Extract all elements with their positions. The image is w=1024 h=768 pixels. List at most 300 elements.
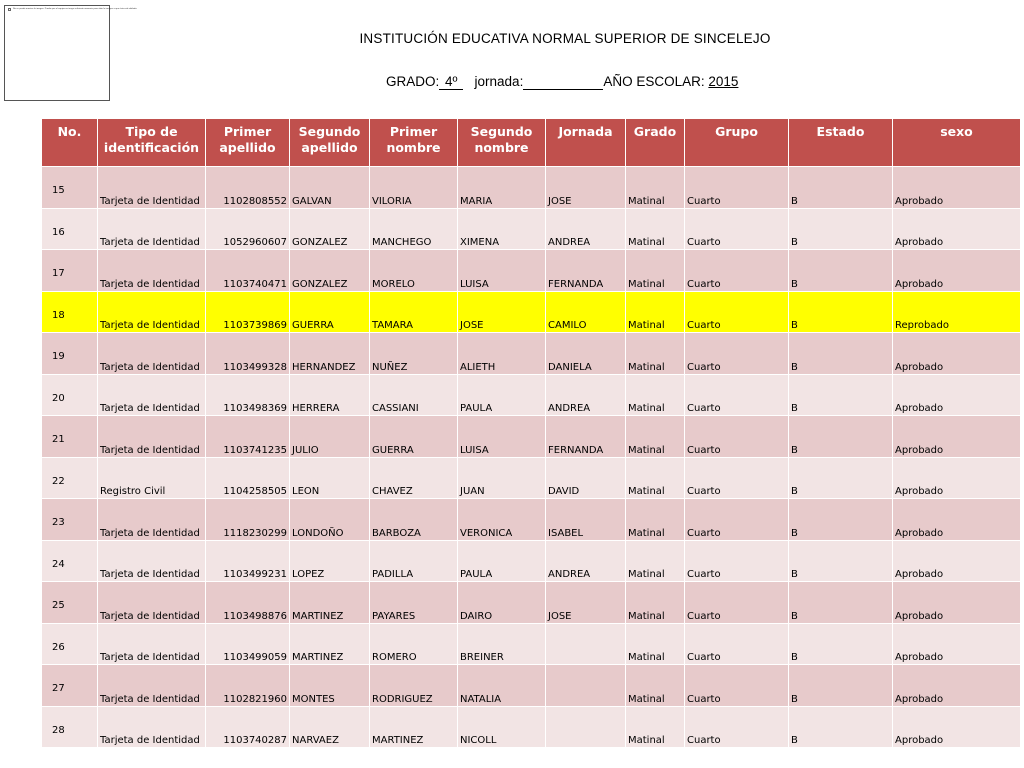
id-number: 1103741235 [223, 444, 287, 456]
id-type-cell [98, 291, 206, 333]
grade-cell [685, 623, 789, 665]
second-surname-cell [370, 706, 458, 748]
second-name: ANDREA [548, 237, 591, 248]
id-type: Tarjeta de Identidad [100, 527, 200, 539]
second-surname: CHAVEZ [372, 486, 413, 497]
page-title: INSTITUCIÓN EDUCATIVA NORMAL SUPERIOR DE SINCELEJO [359, 31, 771, 46]
first-name: NICOLL [460, 735, 497, 746]
id-type: Tarjeta de Identidad [100, 610, 200, 622]
first-surname-cell [290, 623, 370, 665]
second-surname: TAMARA [372, 320, 414, 331]
first-name: LUISA [460, 444, 489, 456]
logo-caption: No se puede mostrar la imagen. Puede que el equipo no tenga suficiente memoria para abrir la imagen o que ésta esté dañada. [13, 8, 138, 10]
first-name-cell [458, 291, 546, 333]
second-name: DAVID [548, 486, 580, 497]
second-name: JOSE [548, 195, 572, 207]
row-number-cell [42, 333, 98, 375]
grade-cell [685, 457, 789, 499]
column-header: Primer nombre [370, 119, 458, 167]
column-header: Jornada [546, 119, 626, 167]
grade-cell [685, 540, 789, 582]
id-number: 1103499328 [223, 361, 287, 373]
first-name: NATALIA [460, 693, 502, 705]
second-name-cell [546, 250, 626, 292]
id-number: 1103739869 [223, 320, 287, 331]
table-row [42, 208, 1021, 250]
group: B [791, 693, 798, 705]
grade-cell [685, 665, 789, 707]
row-number-cell [42, 665, 98, 707]
status-cell [893, 374, 1021, 416]
first-name-cell [458, 333, 546, 375]
id-type-cell [98, 540, 206, 582]
id-number-cell [206, 167, 290, 209]
first-surname-cell [290, 374, 370, 416]
id-number-cell [206, 457, 290, 499]
first-surname-cell [290, 291, 370, 333]
row-number: 20 [52, 392, 65, 404]
id-type-cell [98, 706, 206, 748]
id-number: 1118230299 [223, 527, 287, 539]
second-name-cell [546, 333, 626, 375]
row-number-cell [42, 540, 98, 582]
shift: Matinal [628, 403, 665, 414]
row-number: 16 [52, 226, 65, 238]
group: B [791, 237, 798, 248]
id-number-cell [206, 250, 290, 292]
status: Aprobado [895, 361, 944, 373]
grade: Cuarto [687, 652, 721, 663]
shift: Matinal [628, 195, 665, 207]
status: Aprobado [895, 486, 944, 497]
table-row [42, 457, 1021, 499]
group-cell [789, 333, 893, 375]
grade: Cuarto [687, 486, 721, 497]
group: B [791, 320, 798, 331]
first-name-cell [458, 540, 546, 582]
status-cell [893, 416, 1021, 458]
row-number: 21 [52, 434, 65, 445]
first-name-cell [458, 167, 546, 209]
shift: Matinal [628, 278, 665, 290]
students-table [41, 118, 1021, 748]
id-type-cell [98, 416, 206, 458]
second-surname: ROMERO [372, 652, 417, 663]
group: B [791, 195, 798, 207]
row-number-cell [42, 208, 98, 250]
first-name: JUAN [460, 486, 485, 497]
first-surname-cell [290, 665, 370, 707]
group-cell [789, 706, 893, 748]
row-number: 25 [52, 600, 65, 611]
first-name: PAULA [460, 403, 493, 414]
status-cell [893, 540, 1021, 582]
second-surname-cell [370, 665, 458, 707]
first-name: JOSE [460, 320, 484, 331]
first-surname-cell [290, 499, 370, 541]
second-name-cell [546, 457, 626, 499]
status: Reprobado [895, 320, 949, 331]
id-type-cell [98, 167, 206, 209]
id-type-cell [98, 250, 206, 292]
table-row [42, 250, 1021, 292]
second-name-cell [546, 540, 626, 582]
first-surname: JULIO [292, 444, 319, 456]
first-surname-cell [290, 167, 370, 209]
shift-cell [626, 250, 685, 292]
id-type: Tarjeta de Identidad [100, 652, 200, 663]
id-type-cell [98, 665, 206, 707]
first-surname-cell [290, 250, 370, 292]
row-number-cell [42, 291, 98, 333]
first-name-cell [458, 208, 546, 250]
status-cell [893, 457, 1021, 499]
second-name: CAMILO [548, 320, 587, 331]
shift: Matinal [628, 361, 665, 373]
second-name-cell [546, 416, 626, 458]
status: Aprobado [895, 444, 944, 456]
second-surname-cell [370, 416, 458, 458]
status-cell [893, 167, 1021, 209]
second-surname: GUERRA [372, 444, 414, 456]
row-number: 15 [52, 185, 65, 196]
first-surname: NARVAEZ [292, 735, 339, 746]
column-header: No. [42, 119, 98, 167]
shift-cell [626, 208, 685, 250]
id-type-cell [98, 499, 206, 541]
second-name-cell [546, 665, 626, 707]
id-type: Tarjeta de Identidad [100, 320, 200, 331]
group-cell [789, 167, 893, 209]
second-name-cell [546, 208, 626, 250]
shift: Matinal [628, 527, 665, 539]
id-number-cell [206, 208, 290, 250]
shift-cell [626, 291, 685, 333]
first-name-cell [458, 457, 546, 499]
id-type-cell [98, 208, 206, 250]
grade-cell [685, 208, 789, 250]
second-name-cell [546, 374, 626, 416]
first-surname: MONTES [292, 693, 335, 705]
status-cell [893, 706, 1021, 748]
id-number: 1102821960 [223, 693, 287, 705]
group-cell [789, 291, 893, 333]
status: Aprobado [895, 652, 944, 663]
grade-cell [685, 582, 789, 624]
second-name: ANDREA [548, 403, 591, 414]
grade-cell [685, 333, 789, 375]
shift-cell [626, 665, 685, 707]
shift-cell [626, 374, 685, 416]
status: Aprobado [895, 610, 944, 622]
row-number: 22 [52, 475, 65, 487]
column-header: Primer apellido [206, 119, 290, 167]
table-row [42, 706, 1021, 748]
jornada-blank [523, 74, 603, 90]
group-cell [789, 499, 893, 541]
id-number-cell [206, 623, 290, 665]
table-header-row [42, 119, 1021, 167]
group-cell [789, 623, 893, 665]
id-number: 1052960607 [223, 237, 287, 248]
table-row [42, 374, 1021, 416]
grado-value: 4º [439, 74, 463, 90]
shift-cell [626, 499, 685, 541]
id-number: 1103740471 [223, 278, 287, 290]
status-cell [893, 623, 1021, 665]
first-surname: HERRERA [292, 403, 340, 414]
id-type: Tarjeta de Identidad [100, 361, 200, 373]
shift: Matinal [628, 735, 665, 746]
first-surname-cell [290, 416, 370, 458]
table-row [42, 623, 1021, 665]
group: B [791, 652, 798, 663]
grade: Cuarto [687, 693, 721, 705]
second-name-cell [546, 167, 626, 209]
group: B [791, 569, 798, 580]
second-surname-cell [370, 333, 458, 375]
group: B [791, 527, 798, 539]
id-type-cell [98, 582, 206, 624]
second-surname-cell [370, 374, 458, 416]
second-name-cell [546, 291, 626, 333]
table-body [42, 167, 1021, 748]
id-number-cell [206, 665, 290, 707]
table-row [42, 416, 1021, 458]
second-surname-cell [370, 291, 458, 333]
grade-cell [685, 167, 789, 209]
second-surname: MORELO [372, 278, 415, 290]
second-surname: NUÑEZ [372, 361, 408, 373]
id-type: Tarjeta de Identidad [100, 569, 200, 580]
group-cell [789, 374, 893, 416]
broken-logo-image [4, 5, 138, 101]
row-number-cell [42, 582, 98, 624]
first-surname: MARTINEZ [292, 610, 344, 622]
second-name-cell [546, 706, 626, 748]
row-number: 28 [52, 724, 65, 736]
id-type-cell [98, 333, 206, 375]
first-surname: LOPEZ [292, 569, 325, 580]
shift-cell [626, 582, 685, 624]
id-number-cell [206, 333, 290, 375]
second-name: FERNANDA [548, 444, 604, 456]
status-cell [893, 291, 1021, 333]
grade-cell [685, 250, 789, 292]
second-name-cell [546, 582, 626, 624]
shift-cell [626, 623, 685, 665]
shift: Matinal [628, 320, 665, 331]
id-number: 1103499231 [223, 569, 287, 580]
group: B [791, 361, 798, 373]
grade: Cuarto [687, 444, 721, 456]
second-surname: MARTINEZ [372, 735, 424, 746]
second-surname-cell [370, 540, 458, 582]
grado-label: GRADO: [386, 74, 440, 89]
row-number: 26 [52, 641, 65, 653]
grade: Cuarto [687, 610, 721, 622]
id-type: Registro Civil [100, 486, 166, 497]
first-surname-cell [290, 706, 370, 748]
second-surname-cell [370, 623, 458, 665]
id-number: 1103498876 [223, 610, 287, 622]
first-name-cell [458, 706, 546, 748]
grade: Cuarto [687, 403, 721, 414]
grade-cell [685, 706, 789, 748]
second-surname-cell [370, 167, 458, 209]
grade: Cuarto [687, 361, 721, 373]
id-number: 1102808552 [223, 195, 287, 207]
group-cell [789, 665, 893, 707]
first-name: BREINER [460, 652, 504, 663]
first-name: MARIA [460, 195, 493, 207]
grade: Cuarto [687, 735, 721, 746]
id-type-cell [98, 623, 206, 665]
second-surname: PADILLA [372, 569, 414, 580]
shift: Matinal [628, 693, 665, 705]
id-number-cell [206, 374, 290, 416]
group: B [791, 444, 798, 456]
first-surname: LEON [292, 486, 320, 497]
group: B [791, 278, 798, 290]
grade: Cuarto [687, 569, 721, 580]
first-name: DAIRO [460, 610, 493, 622]
table-row [42, 291, 1021, 333]
first-name: XIMENA [460, 237, 500, 248]
shift-cell [626, 706, 685, 748]
first-name-cell [458, 374, 546, 416]
table-row [42, 499, 1021, 541]
id-type-cell [98, 457, 206, 499]
id-number-cell [206, 291, 290, 333]
row-number: 18 [52, 309, 65, 321]
status: Aprobado [895, 735, 944, 746]
shift: Matinal [628, 610, 665, 622]
group-cell [789, 416, 893, 458]
grade-cell [685, 416, 789, 458]
status: Aprobado [895, 195, 944, 207]
status-cell [893, 250, 1021, 292]
status: Aprobado [895, 403, 944, 414]
group: B [791, 735, 798, 746]
row-number: 17 [52, 268, 65, 279]
row-number-cell [42, 623, 98, 665]
id-type: Tarjeta de Identidad [100, 195, 200, 207]
table-row [42, 540, 1021, 582]
second-surname: CASSIANI [372, 403, 419, 414]
status-cell [893, 582, 1021, 624]
grade: Cuarto [687, 320, 721, 331]
row-number-cell [42, 167, 98, 209]
id-number-cell [206, 499, 290, 541]
row-number-cell [42, 374, 98, 416]
broken-image-icon [8, 8, 11, 11]
shift: Matinal [628, 569, 665, 580]
group: B [791, 403, 798, 414]
grade: Cuarto [687, 237, 721, 248]
row-number: 19 [52, 351, 65, 362]
table-row [42, 167, 1021, 209]
status: Aprobado [895, 527, 944, 539]
shift: Matinal [628, 652, 665, 663]
column-header: Estado [789, 119, 893, 167]
group: B [791, 610, 798, 622]
id-type: Tarjeta de Identidad [100, 403, 200, 414]
second-surname-cell [370, 208, 458, 250]
grade-cell [685, 374, 789, 416]
first-surname: GONZALEZ [292, 278, 348, 290]
first-name-cell [458, 665, 546, 707]
first-name-cell [458, 416, 546, 458]
shift-cell [626, 333, 685, 375]
status: Aprobado [895, 237, 944, 248]
first-surname: GONZALEZ [292, 237, 348, 248]
shift: Matinal [628, 486, 665, 497]
column-header: Tipo de identificación [98, 119, 206, 167]
id-type: Tarjeta de Identidad [100, 278, 200, 290]
first-surname: LONDOÑO [292, 527, 344, 539]
first-surname: MARTINEZ [292, 652, 344, 663]
jornada-label: jornada: [474, 74, 524, 89]
second-surname-cell [370, 457, 458, 499]
row-number-cell [42, 499, 98, 541]
first-name-cell [458, 250, 546, 292]
first-surname-cell [290, 457, 370, 499]
status: Aprobado [895, 278, 944, 290]
table-row [42, 665, 1021, 707]
row-number: 24 [52, 558, 65, 570]
second-surname: VILORIA [372, 195, 412, 207]
anio-label: AÑO ESCOLAR: [603, 74, 705, 89]
first-name: VERONICA [460, 527, 513, 539]
anio-value: 2015 [708, 74, 739, 89]
group-cell [789, 208, 893, 250]
second-surname: BARBOZA [372, 527, 421, 539]
row-number-cell [42, 457, 98, 499]
grade: Cuarto [687, 278, 721, 290]
id-type: Tarjeta de Identidad [100, 444, 200, 456]
shift: Matinal [628, 237, 665, 248]
second-name: FERNANDA [548, 278, 604, 290]
id-type: Tarjeta de Identidad [100, 237, 200, 248]
row-number: 27 [52, 683, 65, 694]
second-surname-cell [370, 582, 458, 624]
status: Aprobado [895, 569, 944, 580]
first-surname: GUERRA [292, 320, 334, 331]
table-row [42, 333, 1021, 375]
group-cell [789, 457, 893, 499]
shift: Matinal [628, 444, 665, 456]
status-cell [893, 665, 1021, 707]
second-surname: MANCHEGO [372, 237, 432, 248]
second-name-cell [546, 499, 626, 541]
second-name: JOSE [548, 610, 572, 622]
row-number-cell [42, 706, 98, 748]
second-surname-cell [370, 250, 458, 292]
first-surname: HERNANDEZ [292, 361, 356, 373]
header-subtitle [386, 74, 738, 90]
shift-cell [626, 540, 685, 582]
id-number: 1103499059 [223, 652, 287, 663]
group-cell [789, 582, 893, 624]
status-cell [893, 208, 1021, 250]
id-type-cell [98, 374, 206, 416]
first-surname-cell [290, 540, 370, 582]
id-number-cell [206, 706, 290, 748]
id-number: 1104258505 [223, 486, 287, 497]
grade-cell [685, 291, 789, 333]
first-name: LUISA [460, 278, 489, 290]
